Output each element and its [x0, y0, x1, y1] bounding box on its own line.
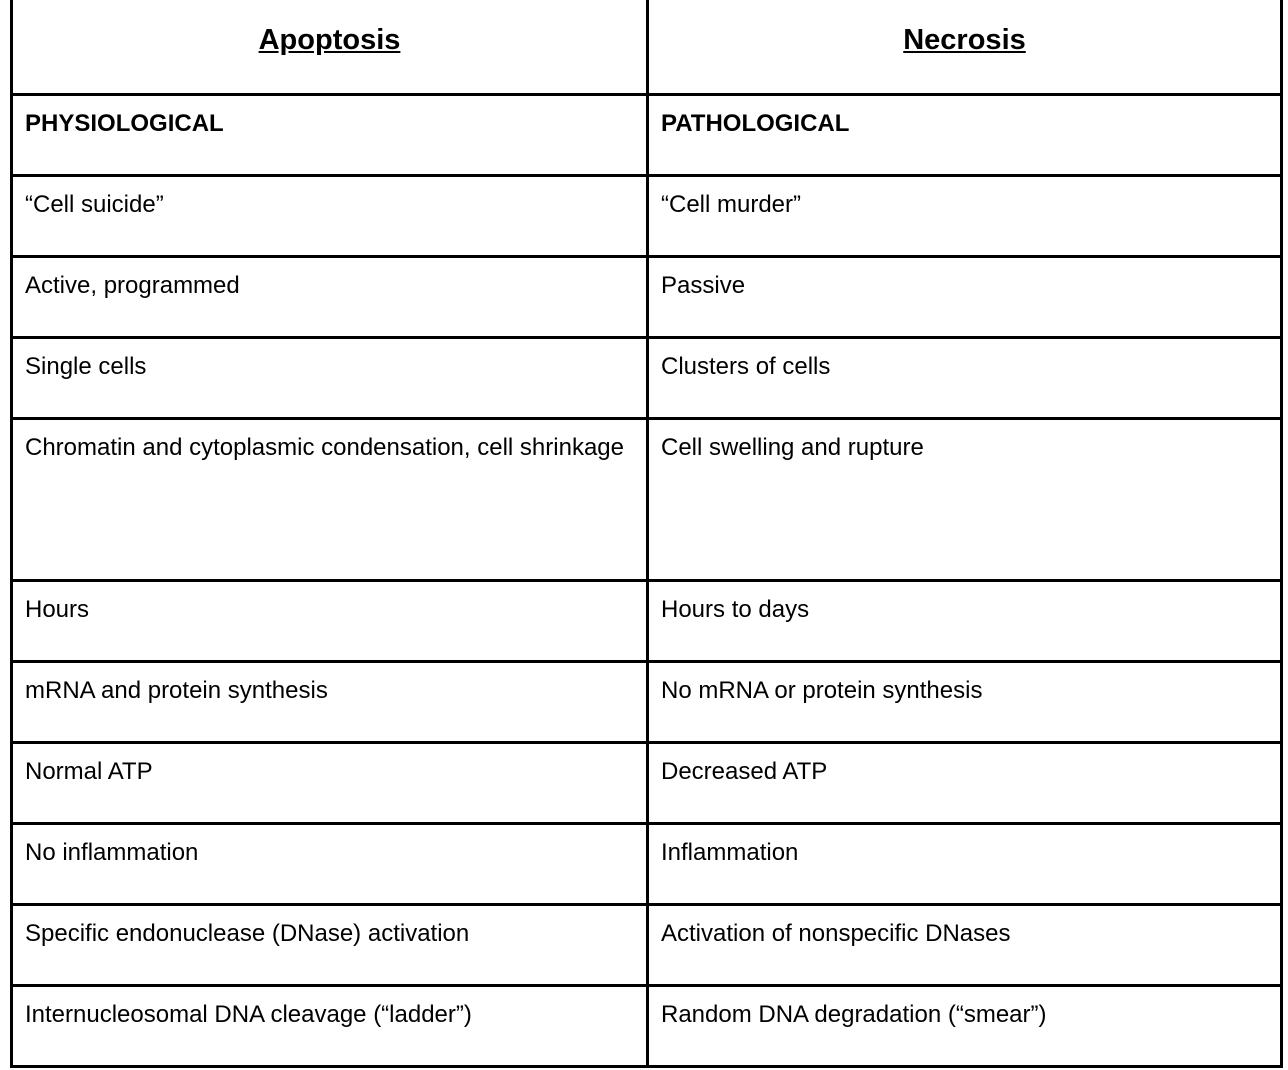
cell-apoptosis — [12, 337, 648, 418]
apoptosis-feature: Active, programmed — [25, 271, 240, 299]
table-row — [12, 175, 1282, 256]
necrosis-feature: Cell swelling and rupture — [661, 433, 924, 461]
necrosis-feature: PATHOLOGICAL — [661, 109, 850, 137]
table-row — [12, 337, 1282, 418]
necrosis-feature: No mRNA or protein synthesis — [661, 676, 983, 704]
table-row — [12, 661, 1282, 742]
necrosis-feature: Decreased ATP — [661, 757, 828, 785]
necrosis-feature: Activation of nonspecific DNases — [661, 919, 1011, 947]
cell-apoptosis — [12, 256, 648, 337]
cell-apoptosis — [12, 175, 648, 256]
cell-necrosis — [648, 580, 1282, 661]
cell-apoptosis — [12, 904, 648, 985]
table-row — [12, 904, 1282, 985]
apoptosis-feature: No inflammation — [25, 838, 199, 866]
header-cell-necrosis — [648, 0, 1282, 94]
necrosis-feature: Clusters of cells — [661, 352, 831, 380]
cell-apoptosis — [12, 418, 648, 580]
necrosis-feature: Hours to days — [661, 595, 810, 623]
necrosis-feature: Passive — [661, 271, 746, 299]
cell-necrosis — [648, 418, 1282, 580]
cell-necrosis — [648, 823, 1282, 904]
cell-necrosis — [648, 94, 1282, 175]
comparison-table-container — [10, 0, 1280, 1068]
apoptosis-feature: Single cells — [25, 352, 147, 380]
apoptosis-feature: Normal ATP — [25, 757, 153, 785]
cell-apoptosis — [12, 823, 648, 904]
apoptosis-feature: Chromatin and cytoplasmic condensation, cell shrinkage — [25, 433, 624, 461]
necrosis-feature: Random DNA degradation (“smear”) — [661, 1000, 1047, 1028]
apoptosis-necrosis-table — [10, 0, 1283, 1068]
cell-necrosis — [648, 742, 1282, 823]
table-header-row — [12, 0, 1282, 94]
necrosis-feature: Inflammation — [661, 838, 799, 866]
cell-necrosis — [648, 337, 1282, 418]
cell-necrosis — [648, 175, 1282, 256]
table-row — [12, 742, 1282, 823]
table-row — [12, 580, 1282, 661]
table-row — [12, 823, 1282, 904]
cell-apoptosis — [12, 985, 648, 1066]
header-apoptosis: Apoptosis — [258, 24, 401, 56]
apoptosis-feature: Internucleosomal DNA cleavage (“ladder”) — [25, 1000, 472, 1028]
necrosis-feature: “Cell murder” — [661, 190, 802, 218]
apoptosis-feature: Hours — [25, 595, 90, 623]
cell-necrosis — [648, 904, 1282, 985]
apoptosis-feature: “Cell suicide” — [25, 190, 164, 218]
cell-necrosis — [648, 661, 1282, 742]
apoptosis-feature: mRNA and protein synthesis — [25, 676, 328, 704]
table-row — [12, 418, 1282, 580]
header-cell-apoptosis — [12, 0, 648, 94]
table-row — [12, 985, 1282, 1066]
cell-apoptosis — [12, 661, 648, 742]
apoptosis-feature: PHYSIOLOGICAL — [25, 109, 224, 137]
cell-apoptosis — [12, 94, 648, 175]
apoptosis-feature: Specific endonuclease (DNase) activation — [25, 919, 470, 947]
table-row — [12, 94, 1282, 175]
cell-apoptosis — [12, 580, 648, 661]
header-necrosis: Necrosis — [903, 24, 1026, 56]
cell-apoptosis — [12, 742, 648, 823]
cell-necrosis — [648, 985, 1282, 1066]
cell-necrosis — [648, 256, 1282, 337]
table-row — [12, 256, 1282, 337]
